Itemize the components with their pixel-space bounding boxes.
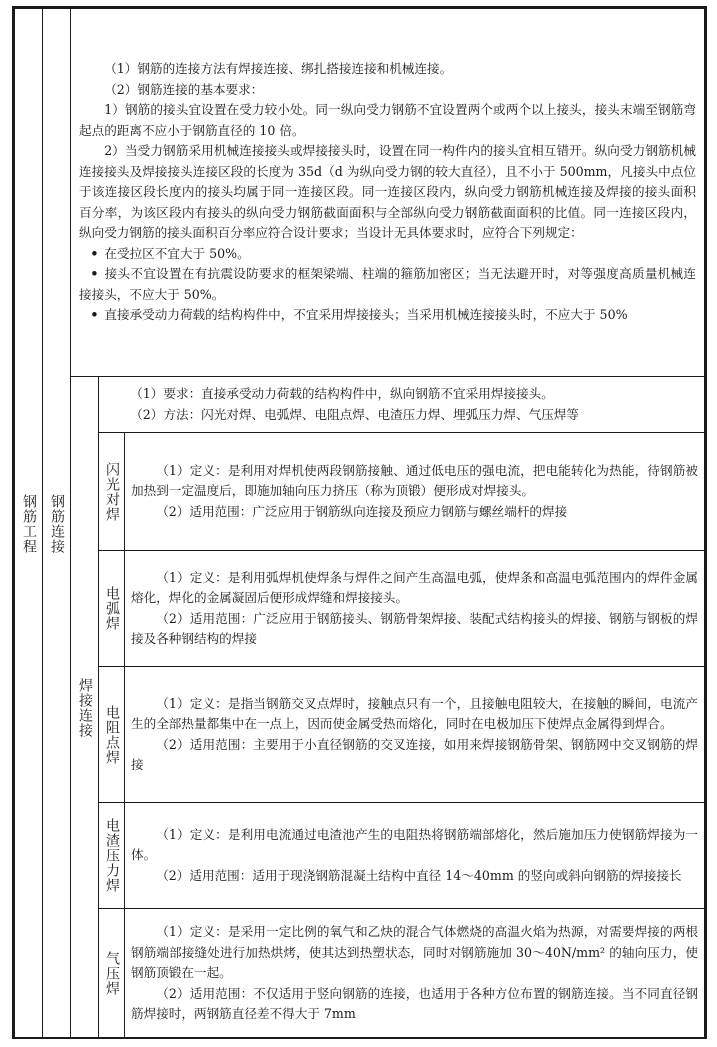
method-definition: （1）定义：是利用弧焊机使焊条与焊件之间产生高温电弧，使焊条和高温电弧范围内的焊件金属熔化，焊化的金属凝固后便形成焊缝和焊接接头。 bbox=[131, 569, 698, 605]
method-row-gas-pressure bbox=[15, 909, 705, 1039]
method-label: 闪光对焊 bbox=[104, 461, 120, 522]
bullet-text: 直接承受动力荷载的结构构件中，不宜采用焊接接头；当采用机械连接接头时，不应大于 50% bbox=[104, 307, 628, 323]
welding-label-cell bbox=[71, 377, 99, 1039]
general-p1: （1）钢筋的连接方法有焊接连接、绑扎搭接连接和机械连接。 bbox=[104, 61, 453, 77]
method-row-flash-butt bbox=[15, 433, 705, 551]
method-label-cell bbox=[99, 667, 125, 803]
welding-label: 焊接连接 bbox=[77, 677, 93, 738]
bullet-item: • 在受拉区不宜大于 50%。 bbox=[90, 245, 250, 261]
bullet-item: • 直接承受动力荷载的结构构件中，不宜采用焊接接头；当采用机械连接接头时，不应大于 50% bbox=[90, 307, 628, 323]
category-label: 钢筋工程 bbox=[21, 493, 37, 554]
method-label-cell bbox=[99, 803, 125, 909]
welding-intro-row bbox=[15, 377, 705, 433]
general-p2: （2）钢筋连接的基本要求： bbox=[104, 81, 264, 97]
method-scope: （2）适用范围：适用于现浇钢筋混凝土结构中直径 14～40mm 的竖向或斜向钢筋的焊接接长 bbox=[156, 867, 682, 883]
general-requirements-cell bbox=[71, 9, 705, 377]
method-label: 电渣压力焊 bbox=[104, 818, 120, 893]
welding-intro-cell bbox=[99, 377, 705, 433]
method-scope: （2）适用范围：主要用于小直径钢筋的交叉连接，如用来焊接钢筋骨架、钢筋网中交叉钢筋的焊接 bbox=[131, 736, 698, 772]
method-label: 电阻点焊 bbox=[104, 704, 120, 765]
method-row-resistance-spot bbox=[15, 667, 705, 803]
general-p4: 2）当受力钢筋采用机械连接接头或焊接接头时，设置在同一构件内的接头宜相互错开。纵向受力钢筋机械连接接头及焊接接头连接区段的长度为 35d（d 为纵向受力钢的较大直径），且不小于 500mm，凡接头中点位于该连接区段长度内的接头均属于同一连接区段。同一连接区段内，纵向受力钢筋机械连接及焊接的接头面积百分率，为该区段内有接头的纵向受力钢筋截面面积与全部纵向受力钢筋截面面积的比值。同一连接区段内，纵向受力钢筋的接头面积百分率应符合设计要求；当设计无具体要求时，应符合下列规定： bbox=[79, 143, 696, 241]
method-content-cell bbox=[125, 551, 705, 667]
method-scope: （2）适用范围：广泛应用于钢筋接头、钢筋骨架焊接、装配式结构接头的焊接、钢筋与钢板的焊接及各种钢结构的焊接 bbox=[131, 610, 698, 646]
method-content-cell bbox=[125, 909, 705, 1039]
method-label-cell bbox=[99, 909, 125, 1039]
method-content-cell bbox=[125, 433, 705, 551]
welding-methods: （2）方法：闪光对焊、电弧焊、电阻点焊、电渣压力焊、埋弧压力焊、气压焊等 bbox=[130, 406, 579, 422]
method-row-electroslag bbox=[15, 803, 705, 909]
bullet-text: 接头不宜设置在有抗震设防要求的框架梁端、柱端的箍筋加密区；当无法避开时，对等强度高质量机械连接接头，不应大于 50%。 bbox=[79, 266, 696, 302]
category-cell bbox=[15, 9, 43, 1039]
bullet-text: 在受拉区不宜大于 50%。 bbox=[104, 245, 250, 261]
method-label-cell bbox=[99, 433, 125, 551]
general-requirements-row bbox=[15, 9, 705, 377]
method-scope: （2）适用范围：不仅适用于竖向钢筋的连接，也适用于各种方位布置的钢筋连接。当不同直径钢筋焊接时，两钢筋直径差不得大于 7mm bbox=[131, 985, 698, 1022]
subcategory-cell bbox=[43, 9, 71, 1039]
method-content-cell bbox=[125, 803, 705, 909]
bullet-item: • 接头不宜设置在有抗震设防要求的框架梁端、柱端的箍筋加密区；当无法避开时，对等强度高质量机械连接接头，不应大于 50%。 bbox=[79, 266, 696, 302]
method-label: 电弧焊 bbox=[104, 586, 120, 631]
method-scope: （2）适用范围：广泛应用于钢筋纵向连接及预应力钢筋与螺丝端杆的焊接 bbox=[156, 503, 568, 519]
rebar-connection-table bbox=[14, 8, 705, 1039]
method-definition: （1）定义：是采用一定比例的氧气和乙炔的混合气体燃烧的高温火焰为热源，对需要焊接的两根钢筋端部接缝处进行加热烘烤，使其达到热塑状态，同时对钢筋施加 30～40N/mm² 的轴向压力，使钢筋顶锻在一起。 bbox=[131, 924, 698, 981]
method-definition: （1）定义：是指当钢筋交叉点焊时，接触点只有一个，且接触电阻较大，在接触的瞬间，电流产生的全部热量都集中在一点上，因而使金属受热而熔化，同时在电极加压下使焊点金属得到焊合。 bbox=[131, 695, 698, 731]
subcategory-label: 钢筋连接 bbox=[49, 493, 65, 554]
method-definition: （1）定义：是利用对焊机使两段钢筋接触、通过低电压的强电流，把电能转化为热能，待钢筋被加热到一定温度后，即施加轴向压力挤压（称为顶锻）便形成对焊接头。 bbox=[131, 462, 698, 499]
document-table-frame bbox=[12, 6, 707, 1039]
method-content-cell bbox=[125, 667, 705, 803]
general-p3: 1）钢筋的接头宜设置在受力较小处。同一纵向受力钢筋不宜设置两个或两个以上接头，接头末端至钢筋弯起点的距离不应小于钢筋直径的 10 倍。 bbox=[79, 102, 696, 138]
method-label-cell bbox=[99, 551, 125, 667]
method-definition: （1）定义：是利用电流通过电渣池产生的电阻热将钢筋端部熔化，然后施加压力使钢筋焊接为一体。 bbox=[131, 826, 698, 863]
welding-requirement: （1）要求：直接承受动力荷载的结构构件中，纵向钢筋不宜采用焊接接头。 bbox=[130, 386, 554, 401]
method-row-arc bbox=[15, 551, 705, 667]
method-label: 气压焊 bbox=[104, 951, 120, 996]
